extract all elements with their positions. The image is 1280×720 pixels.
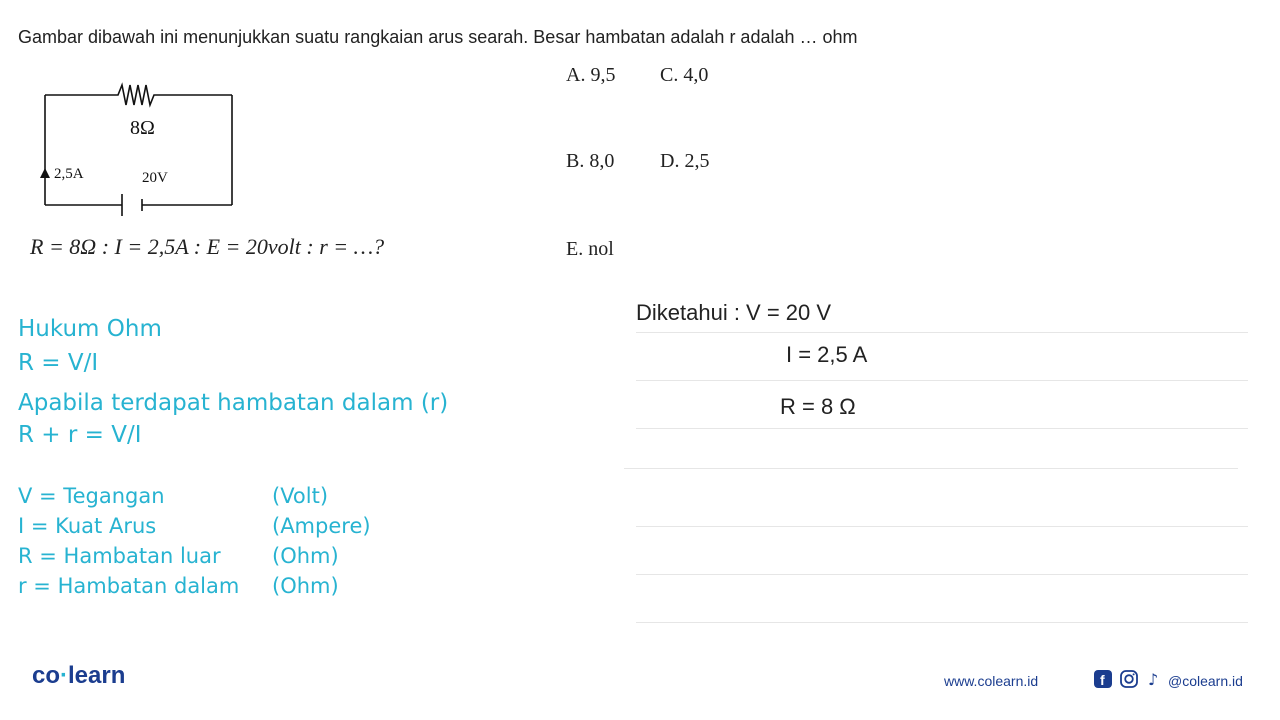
definition-term-current: I = Kuat Arus [18, 514, 157, 538]
definition-unit-outer-resistance: (Ohm) [272, 544, 339, 568]
option-d[interactable]: D. 2,5 [660, 150, 710, 172]
resistor-label: 8Ω [130, 117, 155, 139]
current-arrow-icon [40, 168, 50, 178]
notes-subtitle: Apabila terdapat hambatan dalam (r) [18, 390, 449, 416]
diketahui-voltage: Diketahui : V = 20 V [636, 300, 832, 325]
diketahui-resistance: R = 8 Ω [780, 394, 856, 419]
colearn-logo [32, 662, 125, 690]
given-sep-2: : [188, 234, 207, 259]
ruled-line [636, 622, 1248, 623]
notes-formula-1: R = V/I [18, 350, 99, 376]
option-e[interactable]: E. nol [566, 238, 614, 260]
svg-text:♪: ♪ [1148, 670, 1159, 688]
given-unknown: r = …? [319, 234, 385, 259]
given-current: I = 2,5A [114, 234, 189, 259]
facebook-icon[interactable] [1094, 670, 1112, 693]
logo-learn: learn [68, 662, 126, 689]
current-label: 2,5A [54, 166, 84, 182]
definition-unit-voltage: (Volt) [272, 484, 329, 508]
logo-co: co [32, 662, 61, 689]
ruled-line [636, 380, 1248, 381]
given-voltage: E = 20volt [206, 234, 301, 259]
given-equation [30, 234, 384, 260]
ruled-line [636, 574, 1248, 575]
tiktok-icon[interactable] [1146, 670, 1164, 693]
question-text: Gambar dibawah ini menunjukkan suatu rangkaian arus searah. Besar hambatan adalah r adalah … ohm [18, 27, 858, 47]
definition-term-voltage: V = Tegangan [18, 484, 165, 508]
option-c[interactable]: C. 4,0 [660, 64, 709, 86]
option-b[interactable]: B. 8,0 [566, 150, 615, 172]
ruled-line [636, 332, 1248, 333]
ruled-line [636, 526, 1248, 527]
given-sep-1: : [96, 234, 115, 259]
option-a[interactable]: A. 9,5 [566, 64, 616, 86]
circuit-diagram [40, 80, 240, 220]
given-resistance: R = 8Ω [30, 234, 97, 259]
definition-unit-inner-resistance: (Ohm) [272, 574, 339, 598]
definition-term-inner-resistance: r = Hambatan dalam [18, 574, 240, 598]
website-link[interactable]: www.colearn.id [944, 673, 1039, 689]
notes-title: Hukum Ohm [18, 316, 162, 342]
definition-term-outer-resistance: R = Hambatan luar [18, 544, 221, 568]
voltage-label: 20V [142, 170, 168, 186]
circuit-wire-top [45, 85, 232, 105]
given-sep-3: : [300, 234, 320, 259]
logo-dot: · [60, 662, 69, 689]
notes-formula-2: R + r = V/I [18, 422, 142, 448]
svg-text:f: f [1100, 672, 1105, 688]
ruled-line [636, 428, 1248, 429]
definition-unit-current: (Ampere) [272, 514, 371, 538]
diketahui-current: I = 2,5 A [786, 342, 868, 367]
ruled-line [624, 468, 1238, 469]
instagram-icon[interactable] [1120, 670, 1138, 693]
social-handle[interactable]: @colearn.id [1168, 673, 1243, 689]
